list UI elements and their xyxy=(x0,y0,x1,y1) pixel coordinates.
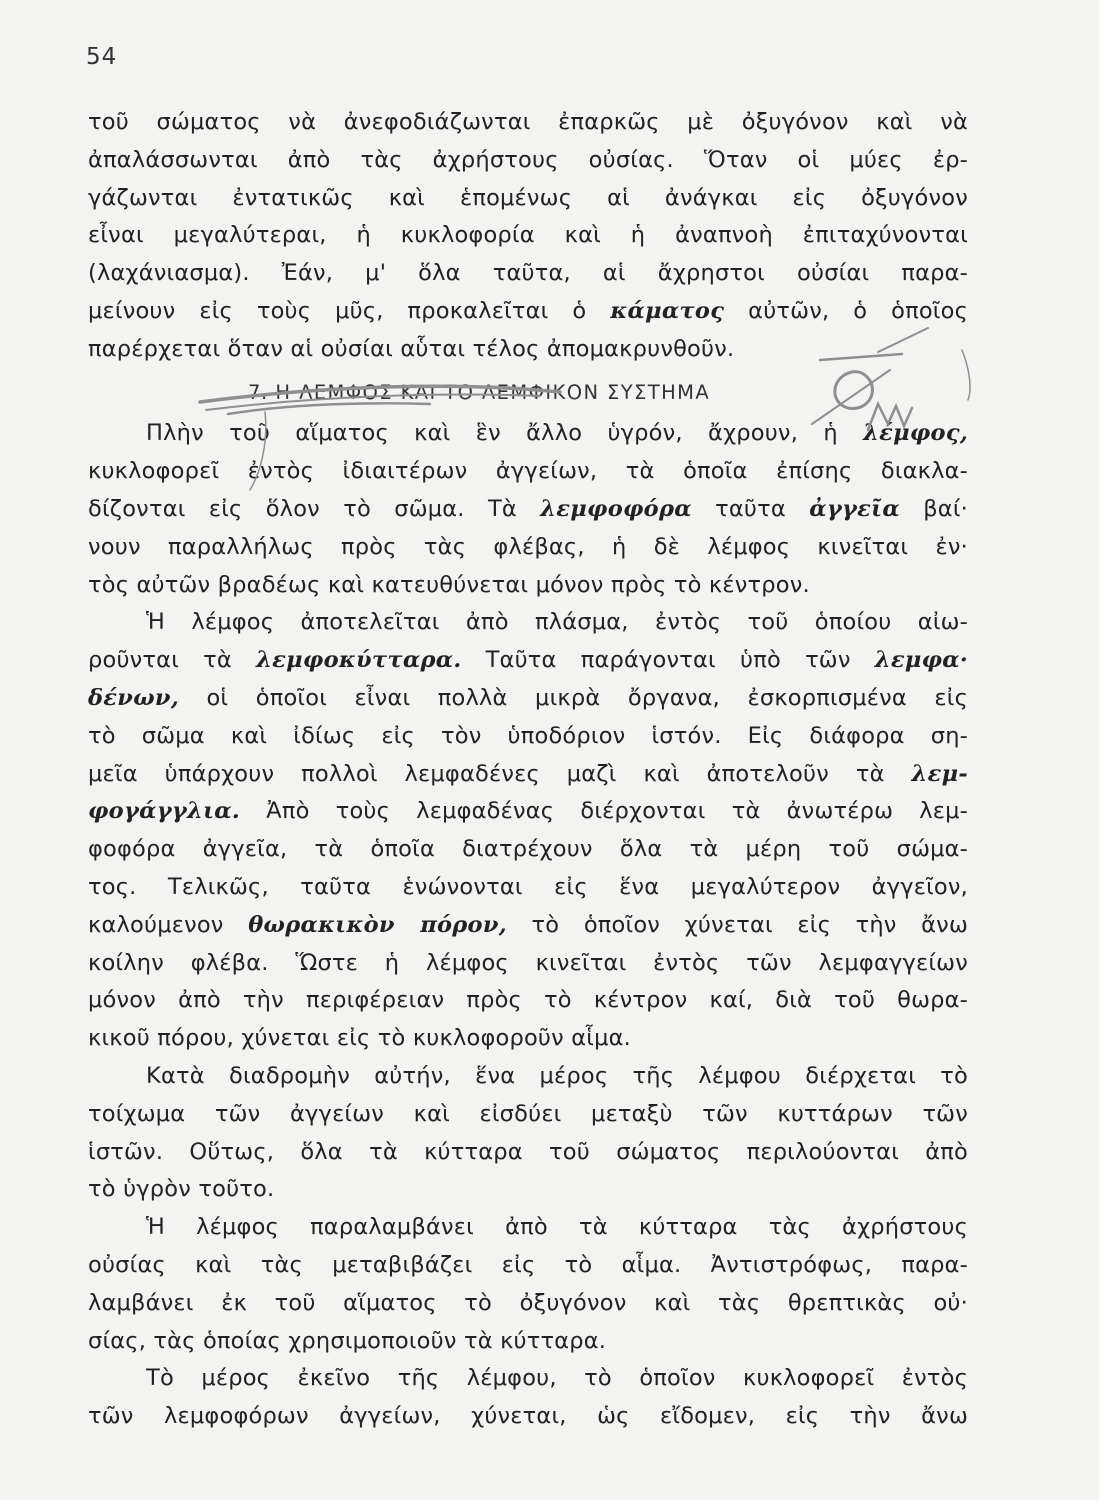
text-line xyxy=(88,491,968,529)
text-line xyxy=(88,255,968,293)
paragraph-3 xyxy=(88,604,968,1058)
emphasized-term: φογάγγλια. xyxy=(88,798,241,825)
text-run: Πλὴν τοῦ αἵματος καὶ ἓν ἄλλο ὑγρόν, ἄχρουν, ἡ xyxy=(146,420,864,447)
text-line xyxy=(88,1058,968,1096)
text-line xyxy=(88,907,968,945)
section-number: 7. xyxy=(248,380,268,404)
text-line xyxy=(88,567,968,605)
text-run: καλούμενον xyxy=(88,911,249,938)
paragraph-6 xyxy=(88,1360,968,1436)
text-line xyxy=(88,869,968,907)
text-run: τος. Τελικῶς, ταῦτα ἑνώνονται εἰς ἕνα μεγαλύτερον ἀγγεῖον, xyxy=(88,873,968,900)
emphasized-term: θωρακικὸν πόρον, xyxy=(248,911,507,938)
text-run: τῶν λεμφοφόρων ἀγγείων, χύνεται, ὡς εἴδομεν, εἰς τὴν ἄνω xyxy=(88,1403,968,1430)
text-line xyxy=(88,1285,968,1323)
section-title: Η ΛΕΜΦΟΣ ΚΑΙ ΤΟ ΛΕΜΦΙΚΟΝ ΣΥΣΤΗΜΑ xyxy=(275,380,711,404)
text-line xyxy=(88,1323,968,1361)
text-run: παρέρχεται ὅταν αἱ οὐσίαι αὗται τέλος ἀπομακρυνθοῦν. xyxy=(88,335,735,362)
emphasized-term: λεμφοφόρα xyxy=(540,495,692,522)
text-run: τὸ σῶμα καὶ ἰδίως εἰς τὸν ὑποδόριον ἱστόν. Εἰς διάφορα ση- xyxy=(88,722,968,749)
paragraph-4 xyxy=(88,1058,968,1209)
text-line xyxy=(88,793,968,831)
text-line xyxy=(88,331,968,369)
text-run: ταῦτα xyxy=(691,495,810,522)
text-line xyxy=(88,1209,968,1247)
text-line xyxy=(88,529,968,567)
text-line xyxy=(88,831,968,869)
text-run: τοῦ σώματος νὰ ἀνεφοδιάζωνται ἐπαρκῶς μὲ ὀξυγόνον καὶ νὰ xyxy=(88,109,968,135)
text-run: Ταῦτα παράγονται ὑπὸ τῶν xyxy=(461,647,875,674)
text-run: κικοῦ πόρου, χύνεται εἰς τὸ κυκλοφοροῦν αἷμα. xyxy=(88,1025,632,1052)
emphasized-term: λεμφα· xyxy=(874,647,968,674)
text-run: τὸ ὑγρὸν τοῦτο. xyxy=(88,1176,275,1203)
text-run: ἱστῶν. Οὕτως, ὅλα τὰ κύτταρα τοῦ σώματος περιλούονται ἀπὸ xyxy=(88,1138,968,1165)
emphasized-term: λεμ- xyxy=(911,760,968,787)
text-line xyxy=(88,180,968,218)
text-run: βαί· xyxy=(899,495,968,522)
text-run: εἶναι μεγαλύτεραι, ἡ κυκλοφορία καὶ ἡ ἀναπνοὴ ἐπιταχύνονται xyxy=(88,222,968,249)
text-line xyxy=(88,453,968,491)
text-run: νουν παραλλήλως πρὸς τὰς φλέβας, ἡ δὲ λέμφος κινεῖται ἐν· xyxy=(88,533,968,560)
text-run: οἱ ὁποῖοι εἶναι πολλὰ μικρὰ ὄργανα, ἐσκορπισμένα εἰς xyxy=(178,684,968,711)
text-run: αὐτῶν, ὁ ὁποῖος xyxy=(724,297,968,324)
text-run: (λαχάνιασμα). Ἐάν, μ' ὅλα ταῦτα, αἱ ἄχρηστοι οὐσίαι παρα- xyxy=(88,260,968,287)
emphasized-term: ἀγγεῖα xyxy=(809,495,900,522)
emphasized-term: λεμφοκύτταρα. xyxy=(256,647,462,674)
text-line xyxy=(88,293,968,331)
text-run: τὸ ὁποῖον χύνεται εἰς τὴν ἄνω xyxy=(506,911,968,938)
text-run: φοφόρα ἀγγεῖα, τὰ ὁποῖα διατρέχουν ὅλα τὰ μέρη τοῦ σώμα- xyxy=(88,836,968,863)
text-line xyxy=(88,982,968,1020)
text-line xyxy=(88,1096,968,1134)
text-line xyxy=(88,415,968,453)
text-run: κοίλην φλέβα. Ὥστε ἡ λέμφος κινεῖται ἐντὸς τῶν λεμφαγγείων xyxy=(88,949,968,976)
emphasized-term: δένων, xyxy=(88,684,179,711)
text-run: κυκλοφορεῖ ἐντὸς ἰδιαιτέρων ἀγγείων, τὰ ὁποῖα ἐπίσης διακλα- xyxy=(88,458,968,485)
text-run: μόνον ἀπὸ τὴν περιφέρειαν πρὸς τὸ κέντρον καί, διὰ τοῦ θωρα- xyxy=(88,987,968,1014)
text-run: Ἡ λέμφος παραλαμβάνει ἀπὸ τὰ κύτταρα τὰς ἀχρήστους xyxy=(146,1214,968,1241)
section-heading xyxy=(88,374,968,412)
page-number: 54 xyxy=(86,44,118,70)
text-run: γάζωνται ἐντατικῶς καὶ ἑπομένως αἱ ἀνάγκαι εἰς ὀξυγόνον xyxy=(88,184,968,211)
emphasized-term: κάματος xyxy=(610,297,725,324)
text-run: ροῦνται τὰ xyxy=(88,647,257,674)
text-line xyxy=(88,718,968,756)
text-run: Τὸ μέρος ἐκεῖνο τῆς λέμφου, τὸ ὁποῖον κυκλοφορεῖ ἐντὸς xyxy=(146,1365,968,1392)
paragraph-2 xyxy=(88,415,968,604)
paragraph-5 xyxy=(88,1209,968,1360)
text-line xyxy=(88,680,968,718)
paragraph-1 xyxy=(88,104,968,369)
emphasized-term: λέμφος, xyxy=(863,420,968,447)
text-run: ἀπαλάσσωνται ἀπὸ τὰς ἀχρήστους οὐσίας. Ὅταν οἱ μύες ἐρ- xyxy=(88,146,968,173)
text-line xyxy=(88,642,968,680)
text-line xyxy=(88,1247,968,1285)
text-line xyxy=(88,1134,968,1172)
body-text xyxy=(88,104,968,1436)
text-line xyxy=(88,756,968,794)
text-run: οὐσίας καὶ τὰς μεταβιβάζει εἰς τὸ αἷμα. Ἀντιστρόφως, παρα- xyxy=(88,1251,968,1278)
text-run: Ἀπὸ τοὺς λεμφαδένας διέρχονται τὰ ἀνωτέρω λεμ- xyxy=(240,798,968,825)
text-run: δίζονται εἰς ὅλον τὸ σῶμα. Τὰ xyxy=(88,495,541,522)
text-run: σίας, τὰς ὁποίας χρησιμοποιοῦν τὰ κύτταρα. xyxy=(88,1327,607,1354)
text-line xyxy=(88,1398,968,1436)
text-line xyxy=(88,945,968,983)
text-line xyxy=(88,1171,968,1209)
text-line xyxy=(88,1020,968,1058)
text-run: τὸς αὐτῶν βραδέως καὶ κατευθύνεται μόνον πρὸς τὸ κέντρον. xyxy=(88,571,810,598)
text-run: Κατὰ διαδρομὴν αὐτήν, ἕνα μέρος τῆς λέμφου διέρχεται τὸ xyxy=(146,1062,968,1089)
text-line xyxy=(88,217,968,255)
text-line xyxy=(88,142,968,180)
text-line xyxy=(88,104,968,142)
text-line xyxy=(88,604,968,642)
text-run: Ἡ λέμφος ἀποτελεῖται ἀπὸ πλάσμα, ἐντὸς τοῦ ὁποίου αἰω- xyxy=(146,609,968,636)
text-run: μεῖα ὑπάρχουν πολλοὶ λεμφαδένες μαζὶ καὶ ἀποτελοῦν τὰ xyxy=(88,760,912,787)
text-run: λαμβάνει ἐκ τοῦ αἵματος τὸ ὀξυγόνον καὶ τὰς θρεπτικὰς οὐ· xyxy=(88,1289,968,1316)
text-line xyxy=(88,1360,968,1398)
text-run: μείνουν εἰς τοὺς μῦς, προκαλεῖται ὁ xyxy=(88,297,611,324)
text-run: τοίχωμα τῶν ἀγγείων καὶ εἰσδύει μεταξὺ τῶν κυττάρων τῶν xyxy=(88,1100,968,1127)
